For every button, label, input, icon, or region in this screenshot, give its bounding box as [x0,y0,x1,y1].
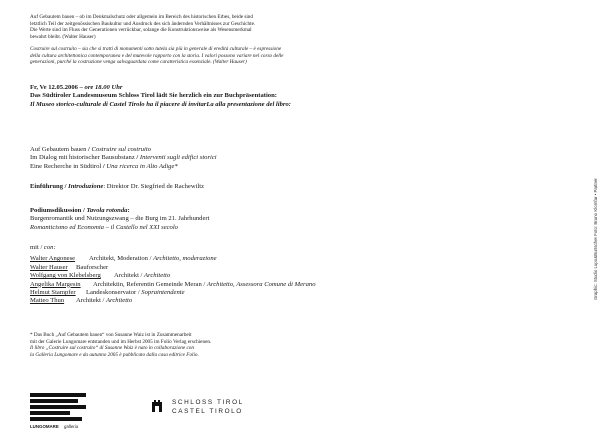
logo-stripe [30,417,82,421]
lungomare-logo [30,393,90,433]
podium-topic-de: Burgenromantik und Nutzungszwang – die Burg im 21. Jahrhundert [30,215,210,223]
participant-row [30,289,530,297]
book-title-sep: / [101,162,107,170]
intro-de-line: bewahrt bleibt. (Walter Hauser) [30,33,96,40]
intro-de-line: Auf Gebautem bauen – ob im Denkmalschutz oder allgemein im Bereich des historischen Erbes, beide sind [30,14,253,20]
footnote-it-line: Il libro „Costruire sul costruito“ di Susanne Waiz è nato in collaborazione con [30,345,194,352]
lungomare-sub: galleria [64,424,79,429]
participant-row [30,272,530,280]
footnote-de-line: * Das Buch „Auf Gebautem bauen“ von Susanne Waiz ist in Zusammenarbeit [30,332,192,338]
lungomare-name: LUNGOMARE [30,424,59,429]
intro-german [30,14,530,40]
logo-stripe [30,411,70,415]
intro-italian [30,46,530,66]
participant-name: Angelika Margesin [30,280,81,288]
podium-label-it: Tavola rotonda [86,207,128,214]
participant-role-it: Architetto [106,297,133,305]
lungomare-label [30,424,78,429]
participant-row [30,264,530,272]
participants-section [30,244,530,306]
participant-name: Walter Angonese [30,255,76,263]
footnote-de-line: mit der Galerie Lungomare entstanden und im Herbst 2005 im Folio Verlag erschienen. [30,338,212,345]
event-date-text: Fr, Ve 12.05.2006 [30,84,78,91]
castle-icon [152,400,162,412]
book-title [30,146,530,154]
participant-name: Helmut Stampfer [30,289,76,297]
intro-it-line: Costruire sul costruito – sia che si tratti di monumenti sotto tutela sia più in generale di eredità culturale – è espressione [30,46,282,52]
introduction-text: : Direktor Dr. Siegfried de Rachewiltz [103,183,205,190]
book-title-sep: / [134,154,140,162]
participants-label [30,244,530,252]
participant-row [30,255,530,263]
footnote [30,332,530,358]
logo-stripe [30,393,86,397]
book-title-it: Costruire sul costruito [91,146,152,153]
podium-label [30,207,530,215]
intro-de-line: Die Werte sind im Fluss der Generationen verrückbar, solange die Konstruktionsweise als Wesensmerkmal [30,27,252,34]
participant-name: Wolfgang von Klebelsberg [30,272,101,280]
schloss-tirol-line: SCHLOSS TIROL [172,399,244,406]
credit-text: Graphic: Studio Lupo&Burtscher Foto: Bruno Klomfar • Partner [593,178,598,300]
participant-role-de: Architektin, Referentin Gemeinde Meran / [93,280,207,288]
introduction-label-it: Introduzione [68,183,104,190]
podium-label-de: Podiumsdikussion / [30,207,87,214]
participants-label-it: con: [43,244,56,251]
event-time-text: – ore 18.00 Uhr [77,84,123,91]
book-title [30,154,530,162]
intro-de-line: letztlich Teil der zeitgenössischen Baukultur und Ausdruck des sich ändernden Verhältnisses zur Geschichte. [30,20,256,27]
podium-label-colon: : [127,207,130,214]
book-titles [30,146,530,171]
introduction-label-de: Einführung / [30,183,69,190]
participant-row [30,297,530,305]
intro-it-line: della cultura architettonica contemporanea e del mutevole rapporto con la storia. I valori possono variare nel corso delle [30,52,284,59]
intro-it-line: generazioni, purché la costruzione venga salvaguardata come caratteristica essenziale. (Walter Hauser) [30,59,247,66]
participant-row [30,281,530,289]
participant-role-it: Architetto, moderazione [153,255,217,263]
book-title-sep: / [86,146,92,153]
event-date [30,84,530,92]
podium-topic-it: Romanticismo ed Economia – il Castello nel XXI secolo [30,223,178,231]
participant-role-de: Bauforscher [76,263,109,271]
participant-role-de: Architekt, Moderation / [89,255,154,263]
podium-section [30,207,530,232]
book-title-it: Interventi sugli edifici storici [139,154,217,162]
book-title [30,163,530,171]
footnote-it-line: la Galleria Lungomare e da autunno 2005 è pubblicato dalla casa editrice Folio. [30,351,199,358]
participant-role-de: Architekt / [114,272,145,280]
schloss-tirol-wordmark [172,398,244,416]
logo-stripe [30,405,86,409]
castel-tirolo-line: CASTEL TIROLO [172,408,243,415]
participant-role-it: Architetto [144,272,171,280]
participant-name: Matteo Thun [30,297,65,305]
participants-label-de: mit / [30,244,44,251]
invite-german: Das Südtiroler Landesmuseum Schloss Tirol lädt Sie herzlich ein zur Buchpräsentation: [30,92,277,100]
event-header [30,84,530,109]
participant-role-de: Architekt / [76,297,107,305]
participant-role-it: Architetto, Assessora Comune di Merano [206,280,316,288]
participant-name: Walter Hauser [30,263,68,271]
logo-stripe [30,399,78,403]
book-title-it: Una ricerca in Alto Adige* [106,162,178,170]
invite-italian: Il Museo storico-culturale di Castel Tirolo ha il piacere di invitarLa alla presentazione del libro: [30,100,291,108]
book-title-de: Eine Recherche in Südtirol [30,162,102,170]
participant-role-de: Landeskonservator / [86,289,142,297]
introduction-line [30,183,530,191]
book-title-de: Im Dialog mit historischer Bausubstanz [30,154,135,162]
participant-role-it: Sopraintendente [141,289,185,297]
book-title-de: Auf Gebautem bauen [30,146,87,153]
schloss-tirol-logo [152,396,292,420]
